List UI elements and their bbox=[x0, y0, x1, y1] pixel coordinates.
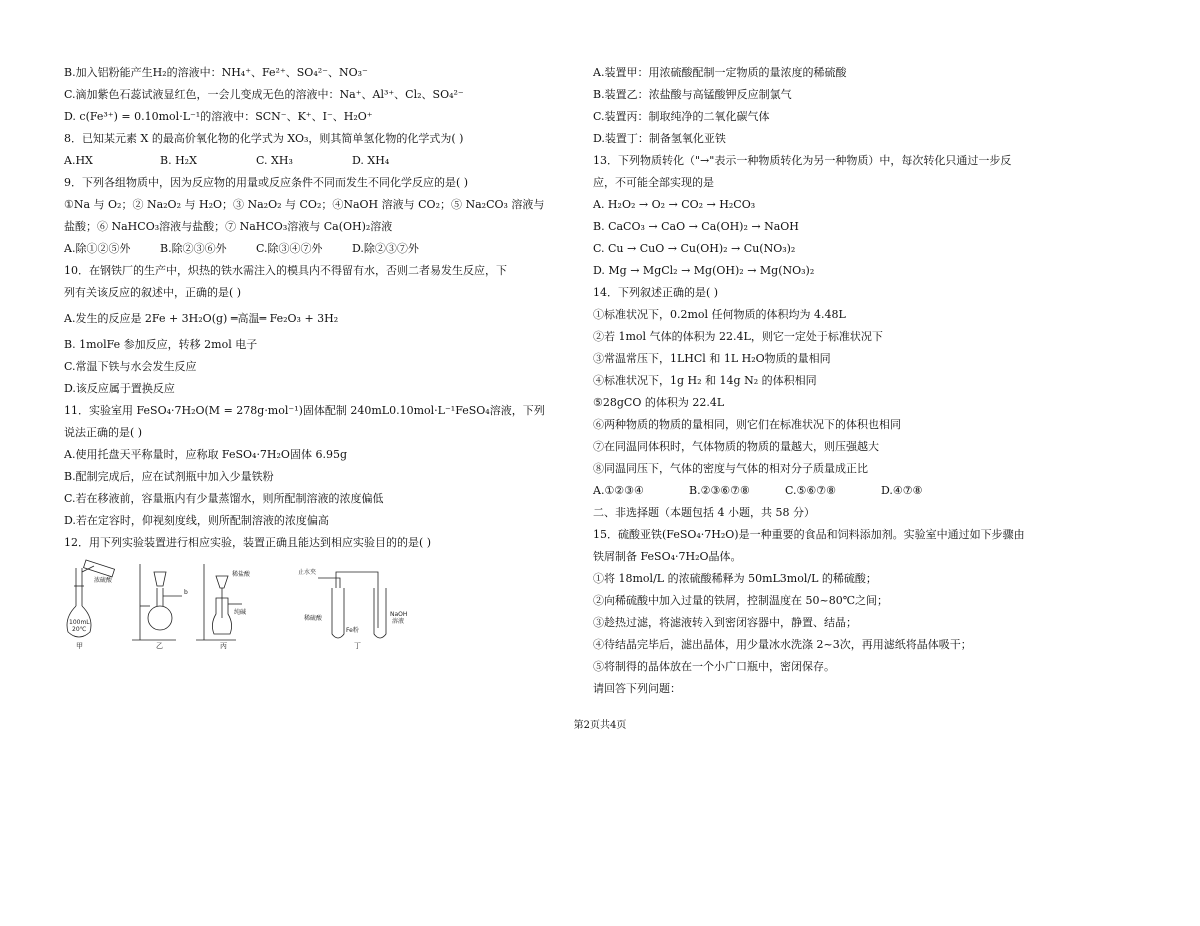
q14-item-6: ⑥两种物质的物质的量相同，则它们在标准状况下的体积也相同 bbox=[593, 418, 901, 431]
q14-option-d: D.④⑦⑧ bbox=[881, 484, 923, 497]
left-column bbox=[64, 62, 564, 658]
page-footer: 第2页共4页 bbox=[573, 720, 627, 731]
q14-item-1: ①标准状况下，0.2mol 任何物质的体积均为 4.48L bbox=[593, 308, 846, 321]
label-fe-powder: Fe粉 bbox=[346, 627, 359, 634]
q8-option-d: D. XH₄ bbox=[352, 154, 390, 167]
q9-list-1: ①Na 与 O₂；② Na₂O₂ 与 H₂O；③ Na₂O₂ 与 CO₂；④NaOH 溶液与 CO₂；⑤ Na₂CO₃ 溶液与 bbox=[64, 198, 545, 211]
apparatus-ding bbox=[298, 568, 407, 650]
q8-option-b: B. H₂X bbox=[160, 154, 197, 167]
q7-option-c: C.滴加紫色石蕊试液显红色，一会儿变成无色的溶液中：Na⁺、Al³⁺、Cl₂、SO₄²⁻ bbox=[64, 88, 464, 101]
q8-option-c: C. XH₃ bbox=[256, 154, 293, 167]
label-yi: 乙 bbox=[156, 642, 163, 650]
apparatus-figures bbox=[64, 558, 564, 658]
apparatus-yi bbox=[132, 564, 188, 650]
label-jia: 甲 bbox=[76, 642, 83, 650]
q8-option-a: A.HX bbox=[64, 154, 93, 167]
q9-option-d: D.除②③⑦外 bbox=[352, 242, 419, 255]
apparatus-jia bbox=[67, 560, 115, 650]
q13-stem-1: 13．下列物质转化（"→"表示一种物质转化为另一种物质）中，每次转化只通过一步反 bbox=[593, 154, 1012, 167]
q14-option-c: C.⑤⑥⑦⑧ bbox=[785, 484, 836, 497]
q10-option-b: B. 1molFe 参加反应，转移 2mol 电子 bbox=[64, 338, 258, 351]
q14-item-5: ⑤28gCO 的体积为 22.4L bbox=[593, 396, 725, 409]
q9-list-2: 盐酸；⑥ NaHCO₃溶液与盐酸；⑦ NaHCO₃溶液与 Ca(OH)₂溶液 bbox=[64, 220, 393, 233]
label-stopcock: 止水夹 bbox=[298, 569, 317, 576]
label-dilute-hcl: 稀盐酸 bbox=[232, 571, 251, 578]
q15-step-1: ①将 18mol/L 的浓硫酸稀释为 50mL3mol/L 的稀硫酸； bbox=[593, 572, 877, 585]
label-conc-acid: 浓硫酸 bbox=[94, 577, 113, 584]
q10-option-c: C.常温下铁与水会发生反应 bbox=[64, 360, 197, 373]
q11-stem-2: 说法正确的是( ) bbox=[64, 426, 143, 439]
label-b: b bbox=[184, 589, 188, 596]
q7-option-b: B.加入铝粉能产生H₂的溶液中：NH₄⁺、Fe²⁺、SO₄²⁻、NO₃⁻ bbox=[64, 66, 368, 79]
q15-stem-1: 15．硫酸亚铁(FeSO₄·7H₂O)是一种重要的食品和饲料添加剂。实验室中通过如下步骤由 bbox=[593, 528, 1025, 541]
q15-stem-2: 铁屑制备 FeSO₄·7H₂O晶体。 bbox=[593, 550, 742, 563]
q13-option-a: A. H₂O₂ → O₂ → CO₂ → H₂CO₃ bbox=[593, 198, 756, 211]
label-100ml: 100mL bbox=[69, 619, 90, 626]
label-soda: 纯碱 bbox=[234, 609, 247, 616]
label-naoh: NaOH bbox=[390, 611, 408, 618]
q11-stem-1: 11．实验室用 FeSO₄·7H₂O(M = 278g·mol⁻¹)固体配制 240mL0.10mol·L⁻¹FeSO₄溶液，下列 bbox=[64, 404, 545, 417]
q10-stem-2: 列有关该反应的叙述中，正确的是( ) bbox=[64, 286, 242, 299]
q14-item-3: ③常温常压下，1LHCl 和 1L H₂O物质的量相同 bbox=[593, 352, 831, 365]
q10-option-d: D.该反应属于置换反应 bbox=[64, 382, 175, 395]
q13-option-b: B. CaCO₃ → CaO → Ca(OH)₂ → NaOH bbox=[593, 220, 799, 233]
q12-option-a: A.装置甲：用浓硫酸配制一定物质的量浓度的稀硫酸 bbox=[593, 66, 847, 79]
q15-step-5: ⑤将制得的晶体放在一个小广口瓶中，密闭保存。 bbox=[593, 660, 835, 673]
q14-item-4: ④标准状况下，1g H₂ 和 14g N₂ 的体积相同 bbox=[593, 374, 817, 387]
q14-item-2: ②若 1mol 气体的体积为 22.4L，则它一定处于标准状况下 bbox=[593, 330, 883, 343]
q11-option-a: A.使用托盘天平称量时，应称取 FeSO₄·7H₂O固体 6.95g bbox=[64, 448, 347, 461]
q8-options bbox=[64, 150, 564, 172]
q10-stem-1: 10．在钢铁厂的生产中，炽热的铁水需注入的模具内不得留有水，否则二者易发生反应，下 bbox=[64, 264, 507, 277]
q13-stem-2: 应，不可能全部实现的是 bbox=[593, 176, 714, 189]
q7-option-d: D. c(Fe³⁺) = 0.10mol·L⁻¹的溶液中：SCN⁻、K⁺、I⁻、H₂O⁺ bbox=[64, 110, 373, 123]
q15-step-4: ④待结晶完毕后，滤出晶体，用少量冰水洗涤 2~3次，再用滤纸将晶体吸干； bbox=[593, 638, 972, 651]
q9-option-c: C.除③④⑦外 bbox=[256, 242, 323, 255]
q10-option-a: A.发生的反应是 2Fe + 3H₂O(g) ═高温═ Fe₂O₃ + 3H₂ bbox=[64, 312, 339, 325]
q15-step-3: ③趁热过滤，将滤液转入到密闭容器中，静置、结晶； bbox=[593, 616, 857, 629]
q9-option-b: B.除②③⑥外 bbox=[160, 242, 227, 255]
q9-option-a: A.除①②⑤外 bbox=[64, 242, 131, 255]
section-heading: 二、非选择题（本题包括 4 小题，共 58 分） bbox=[593, 506, 815, 519]
q15-prompt: 请回答下列问题： bbox=[593, 682, 681, 695]
q12-option-d: D.装置丁：制备氢氧化亚铁 bbox=[593, 132, 726, 145]
label-dilute-acid: 稀硫酸 bbox=[304, 615, 323, 622]
q14-options bbox=[593, 480, 1113, 502]
q12-option-b: B.装置乙：浓盐酸与高锰酸钾反应制氯气 bbox=[593, 88, 792, 101]
q14-item-7: ⑦在同温同体积时，气体物质的物质的量越大，则压强越大 bbox=[593, 440, 879, 453]
label-solution: 溶液 bbox=[392, 618, 405, 625]
label-bing: 丙 bbox=[220, 642, 227, 650]
q8-stem: 8．已知某元素 X 的最高价氧化物的化学式为 XO₃，则其简单氢化物的化学式为( ) bbox=[64, 132, 464, 145]
q9-options bbox=[64, 238, 564, 260]
q11-option-b: B.配制完成后，应在试剂瓶中加入少量铁粉 bbox=[64, 470, 274, 483]
q11-option-c: C.若在移液前，容量瓶内有少量蒸馏水，则所配制溶液的浓度偏低 bbox=[64, 492, 384, 505]
label-ding: 丁 bbox=[354, 642, 361, 650]
apparatus-bing bbox=[196, 564, 251, 650]
right-column bbox=[593, 62, 1113, 700]
q14-item-8: ⑧同温同压下，气体的密度与气体的相对分子质量成正比 bbox=[593, 462, 868, 475]
q12-stem: 12．用下列实验装置进行相应实验，装置正确且能达到相应实验目的的是( ) bbox=[64, 536, 432, 549]
q15-step-2: ②向稀硫酸中加入过量的铁屑，控制温度在 50~80℃之间； bbox=[593, 594, 889, 607]
label-20c: 20℃ bbox=[72, 626, 87, 633]
q12-option-c: C.装置丙：制取纯净的二氧化碳气体 bbox=[593, 110, 770, 123]
q9-stem: 9．下列各组物质中，因为反应物的用量或反应条件不同而发生不同化学反应的是( ) bbox=[64, 176, 469, 189]
q14-stem: 14．下列叙述正确的是( ) bbox=[593, 286, 719, 299]
q14-option-a: A.①②③④ bbox=[593, 484, 644, 497]
q13-option-c: C. Cu → CuO → Cu(OH)₂ → Cu(NO₃)₂ bbox=[593, 242, 796, 255]
q13-option-d: D. Mg → MgCl₂ → Mg(OH)₂ → Mg(NO₃)₂ bbox=[593, 264, 815, 277]
q11-option-d: D.若在定容时，仰视刻度线，则所配制溶液的浓度偏高 bbox=[64, 514, 329, 527]
q14-option-b: B.②③⑥⑦⑧ bbox=[689, 484, 750, 497]
